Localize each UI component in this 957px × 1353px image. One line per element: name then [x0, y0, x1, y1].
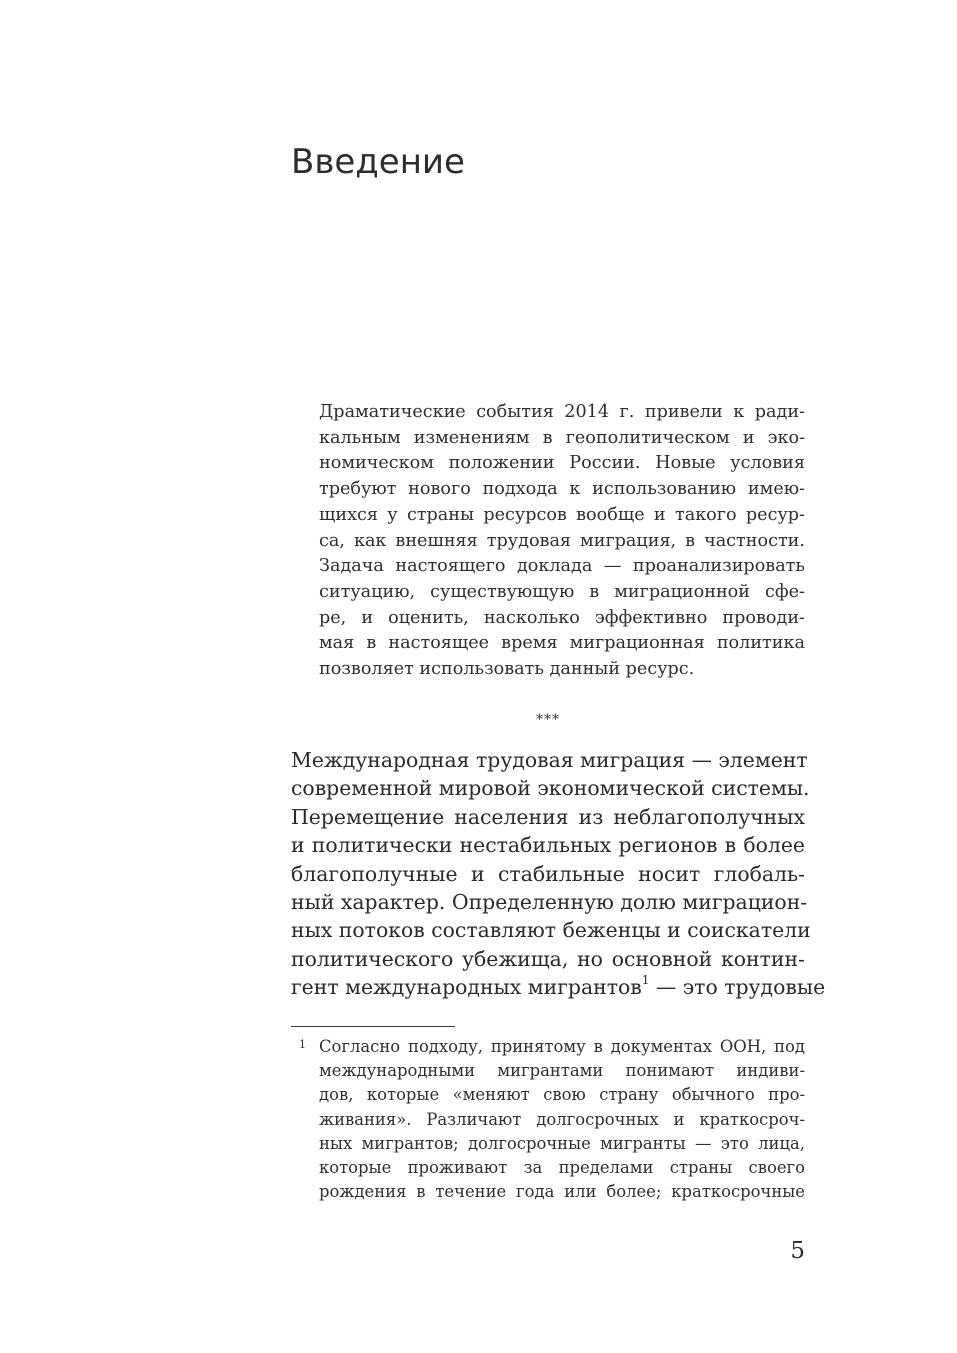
body-line: ных потоков составляют беженцы и соискатели [291, 918, 811, 943]
body-line: политического убежища, но основной контин- [291, 946, 805, 971]
body-line: благополучные и стабильные носит глобаль- [291, 861, 805, 886]
body-text-fragment: гент международных мигрантов [291, 975, 642, 1000]
footnote-divider [291, 1026, 455, 1027]
page-title: Введение [291, 142, 465, 182]
abstract-line: требуют нового подхода к использованию имею- [319, 479, 805, 500]
abstract-paragraph [319, 400, 805, 683]
footnote-line: дов, которые «меняют свою страну обычного про- [319, 1085, 805, 1105]
page-number: 5 [790, 1238, 805, 1264]
body-line: и политически нестабильных регионов в более [291, 833, 805, 858]
footnote-text [319, 1035, 805, 1204]
footnote-line: живания». Различают долгосрочных и краткосроч- [319, 1109, 805, 1129]
abstract-line: Задача настоящего доклада — проанализировать [319, 556, 805, 577]
footnote-line: ных мигрантов; долгосрочные мигранты — это лица, [319, 1133, 805, 1153]
body-line: Перемещение населения из неблагополучных [291, 804, 805, 829]
body-line: современной мировой экономической системы. [291, 776, 810, 801]
section-separator: *** [536, 712, 560, 728]
footnote-marker: 1 [299, 1038, 306, 1051]
footnote-line: Согласно подходу, принятому в документах ООН, под [319, 1037, 805, 1056]
footnote-line: которые проживают за пределами страны своего [319, 1158, 805, 1178]
abstract-line: Драматические события 2014 г. привели к ради- [319, 402, 805, 422]
abstract-line: позволяет использовать данный ресурс. [319, 659, 695, 680]
abstract-line: ситуацию, существующую в миграционной сфе- [319, 581, 805, 602]
body-line: ный характер. Определенную долю миграцион- [291, 890, 808, 915]
abstract-line: ре, и оценить, насколько эффективно проводи- [319, 607, 805, 628]
body-line: Международная трудовая миграция — элемент [291, 748, 808, 772]
abstract-line: кальным изменениям в геополитическом и эко- [319, 427, 805, 448]
body-paragraph [291, 746, 826, 1002]
abstract-line: са, как внешняя трудовая миграция, в частности. [319, 530, 805, 551]
body-text-fragment: — это трудовые [649, 975, 826, 1000]
body-line-with-footnote-ref [291, 973, 826, 1001]
footnote-reference[interactable]: 1 [641, 973, 650, 988]
abstract-line: щихся у страны ресурсов вообще и такого ресур- [319, 504, 805, 525]
footnote-line: рождения в течение года или более; краткосрочные [319, 1182, 805, 1202]
abstract-line: номическом положении России. Новые условия [319, 453, 805, 474]
abstract-line: мая в настоящее время миграционная политика [319, 633, 805, 654]
footnote-line: международными мигрантами понимают индиви- [319, 1061, 805, 1081]
